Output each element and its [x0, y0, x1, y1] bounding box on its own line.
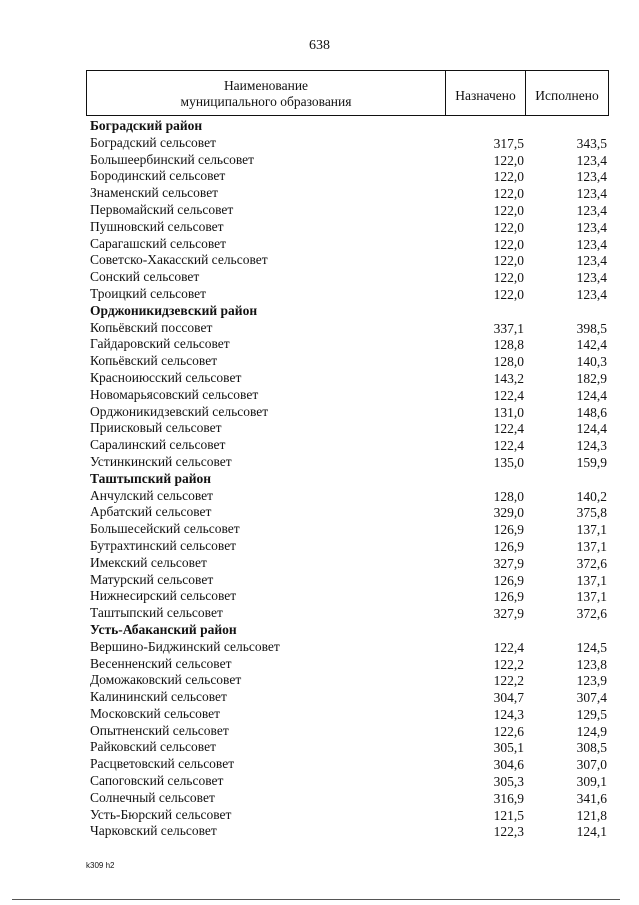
municipality-name: Боградский сельсовет [90, 134, 216, 150]
assigned-value: 124,3 [493, 706, 524, 722]
assigned-value: 122,0 [493, 169, 524, 185]
municipality-name: Приисковый сельсовет [90, 420, 222, 436]
done-value: 182,9 [576, 370, 607, 386]
footer-code: k309 h2 [86, 861, 115, 870]
district-heading-row [0, 117, 639, 134]
table-row [0, 251, 639, 268]
assigned-value: 135,0 [493, 454, 524, 470]
assigned-value: 128,0 [493, 488, 524, 504]
assigned-value: 128,8 [493, 337, 524, 353]
header-name-line2: муниципального образования [180, 94, 352, 109]
municipality-name: Доможаковский сельсовет [90, 672, 242, 688]
table-row [0, 218, 639, 235]
municipality-name: Сапоговский сельсовет [90, 773, 224, 789]
municipality-name: Московский сельсовет [90, 705, 221, 721]
table-row [0, 319, 639, 336]
assigned-value: 126,9 [493, 522, 524, 538]
done-value: 372,6 [576, 555, 607, 571]
assigned-value: 122,6 [493, 723, 524, 739]
header-assigned: Назначено [446, 71, 526, 115]
assigned-value: 131,0 [493, 404, 524, 420]
done-value: 124,9 [576, 723, 607, 739]
table-row [0, 638, 639, 655]
done-value: 124,4 [576, 387, 607, 403]
table-row [0, 436, 639, 453]
municipality-name: Большеербинский сельсовет [90, 151, 255, 167]
assigned-value: 122,0 [493, 236, 524, 252]
municipality-name: Имекский сельсовет [90, 554, 207, 570]
done-value: 148,6 [576, 404, 607, 420]
assigned-value: 327,9 [493, 606, 524, 622]
done-value: 307,0 [576, 757, 607, 773]
assigned-value: 316,9 [493, 790, 524, 806]
table-row [0, 537, 639, 554]
done-value: 124,4 [576, 421, 607, 437]
assigned-value: 304,6 [493, 757, 524, 773]
done-value: 137,1 [576, 589, 607, 605]
municipality-name: Бутрахтинский сельсовет [90, 537, 237, 553]
assigned-value: 329,0 [493, 505, 524, 521]
done-value: 142,4 [576, 337, 607, 353]
done-value: 372,6 [576, 606, 607, 622]
municipality-name: Опытненский сельсовет [90, 722, 229, 738]
municipality-name: Устинкинский сельсовет [90, 453, 232, 469]
page-bottom-line [12, 899, 620, 900]
table-row [0, 503, 639, 520]
done-value: 398,5 [576, 320, 607, 336]
done-value: 137,1 [576, 522, 607, 538]
table-row [0, 235, 639, 252]
municipality-name: Гайдаровский сельсовет [90, 336, 230, 352]
table-row [0, 587, 639, 604]
done-value: 308,5 [576, 740, 607, 756]
done-value: 140,2 [576, 488, 607, 504]
municipality-name: Арбатский сельсовет [90, 504, 212, 520]
table-row [0, 352, 639, 369]
municipality-name: Копьёвский поссовет [90, 319, 213, 335]
assigned-value: 327,9 [493, 555, 524, 571]
table-row [0, 772, 639, 789]
assigned-value: 317,5 [493, 135, 524, 151]
table-row [0, 487, 639, 504]
table-row [0, 688, 639, 705]
done-value: 140,3 [576, 354, 607, 370]
done-value: 123,4 [576, 286, 607, 302]
municipality-name: Райковский сельсовет [90, 739, 216, 755]
district-name: Таштыпский район [90, 470, 212, 486]
done-value: 124,1 [576, 824, 607, 840]
municipality-name: Новомарьясовский сельсовет [90, 386, 259, 402]
municipality-name: Сонский сельсовет [90, 269, 200, 285]
done-value: 307,4 [576, 690, 607, 706]
municipality-name: Калининский сельсовет [90, 689, 227, 705]
municipality-name: Большесейский сельсовет [90, 521, 240, 537]
done-value: 123,4 [576, 169, 607, 185]
assigned-value: 121,5 [493, 807, 524, 823]
municipality-name: Пушновский сельсовет [90, 218, 224, 234]
assigned-value: 305,3 [493, 774, 524, 790]
done-value: 121,8 [576, 807, 607, 823]
table-row [0, 285, 639, 302]
district-name: Боградский район [90, 118, 203, 133]
municipality-name: Чарковский сельсовет [90, 823, 217, 839]
done-value: 123,4 [576, 219, 607, 235]
table-row [0, 268, 639, 285]
district-name: Усть-Абаканский район [90, 621, 237, 637]
assigned-value: 122,4 [493, 639, 524, 655]
header-name-line1: Наименование [223, 78, 309, 93]
table-row [0, 705, 639, 722]
table-row [0, 335, 639, 352]
header-municipality-name [87, 71, 446, 115]
page-number: 638 [309, 38, 330, 53]
assigned-value: 305,1 [493, 740, 524, 756]
done-value: 123,4 [576, 152, 607, 168]
district-name: Орджоникидзевский район [90, 302, 258, 318]
done-value: 123,4 [576, 186, 607, 202]
district-heading-row [0, 621, 639, 638]
municipality-name: Орджоникидзевский сельсовет [90, 403, 269, 419]
done-value: 123,9 [576, 673, 607, 689]
district-heading-row [0, 470, 639, 487]
municipality-name: Первомайский сельсовет [90, 201, 234, 217]
table-row [0, 453, 639, 470]
done-value: 159,9 [576, 454, 607, 470]
assigned-value: 304,7 [493, 690, 524, 706]
assigned-value: 122,2 [493, 673, 524, 689]
municipality-name: Таштыпский сельсовет [90, 605, 223, 621]
municipality-name: Весенненский сельсовет [90, 655, 232, 671]
assigned-value: 126,9 [493, 538, 524, 554]
done-value: 137,1 [576, 538, 607, 554]
municipality-name: Сарагашский сельсовет [90, 235, 227, 251]
municipality-name: Саралинский сельсовет [90, 437, 226, 453]
table-row [0, 554, 639, 571]
header-done: Исполнено [535, 88, 599, 103]
municipality-name: Бородинский сельсовет [90, 168, 226, 184]
done-value: 123,4 [576, 270, 607, 286]
assigned-value: 126,9 [493, 572, 524, 588]
done-value: 341,6 [576, 790, 607, 806]
assigned-value: 122,4 [493, 387, 524, 403]
table-row [0, 789, 639, 806]
done-value: 137,1 [576, 572, 607, 588]
table-row [0, 167, 639, 184]
district-heading-row [0, 302, 639, 319]
table-row [0, 419, 639, 436]
table-row [0, 655, 639, 672]
assigned-value: 122,0 [493, 186, 524, 202]
table-row [0, 134, 639, 151]
assigned-value: 122,0 [493, 152, 524, 168]
assigned-value: 122,2 [493, 656, 524, 672]
assigned-value: 122,0 [493, 286, 524, 302]
municipality-name: Вершино-Биджинский сельсовет [90, 638, 280, 654]
done-value: 123,4 [576, 202, 607, 218]
municipality-name: Советско-Хакасский сельсовет [90, 252, 268, 268]
municipality-name: Матурский сельсовет [90, 571, 214, 587]
municipality-name: Усть-Бюрский сельсовет [90, 806, 232, 822]
municipality-name: Красноиюсский сельсовет [90, 369, 242, 385]
municipality-name: Троицкий сельсовет [90, 285, 207, 301]
municipality-name: Знаменский сельсовет [90, 185, 219, 201]
assigned-value: 122,3 [493, 824, 524, 840]
table-row [0, 738, 639, 755]
table-row [0, 604, 639, 621]
done-value: 123,8 [576, 656, 607, 672]
table-row [0, 201, 639, 218]
table-body [0, 117, 639, 839]
assigned-value: 122,0 [493, 253, 524, 269]
assigned-value: 337,1 [493, 320, 524, 336]
done-value: 124,3 [576, 438, 607, 454]
table-header [86, 70, 609, 116]
assigned-value: 122,4 [493, 421, 524, 437]
done-value: 343,5 [576, 135, 607, 151]
assigned-value: 122,0 [493, 219, 524, 235]
table-row [0, 520, 639, 537]
done-value: 375,8 [576, 505, 607, 521]
table-row [0, 671, 639, 688]
table-row [0, 806, 639, 823]
municipality-name: Копьёвский сельсовет [90, 353, 218, 369]
table-row [0, 822, 639, 839]
table-row [0, 403, 639, 420]
assigned-value: 126,9 [493, 589, 524, 605]
table-row [0, 184, 639, 201]
table-row [0, 722, 639, 739]
done-value: 124,5 [576, 639, 607, 655]
table-row [0, 386, 639, 403]
done-value: 123,4 [576, 236, 607, 252]
done-value: 309,1 [576, 774, 607, 790]
municipality-name: Нижнесирский сельсовет [90, 588, 237, 604]
municipality-name: Расцветовский сельсовет [90, 756, 235, 772]
table-row [0, 151, 639, 168]
table-row [0, 755, 639, 772]
assigned-value: 122,0 [493, 270, 524, 286]
done-value: 123,4 [576, 253, 607, 269]
assigned-value: 122,4 [493, 438, 524, 454]
municipality-name: Анчулский сельсовет [90, 487, 214, 503]
table-row [0, 571, 639, 588]
assigned-value: 122,0 [493, 202, 524, 218]
assigned-value: 143,2 [493, 370, 524, 386]
municipality-name: Солнечный сельсовет [90, 789, 215, 805]
assigned-value: 128,0 [493, 354, 524, 370]
table-row [0, 369, 639, 386]
done-value: 129,5 [576, 706, 607, 722]
